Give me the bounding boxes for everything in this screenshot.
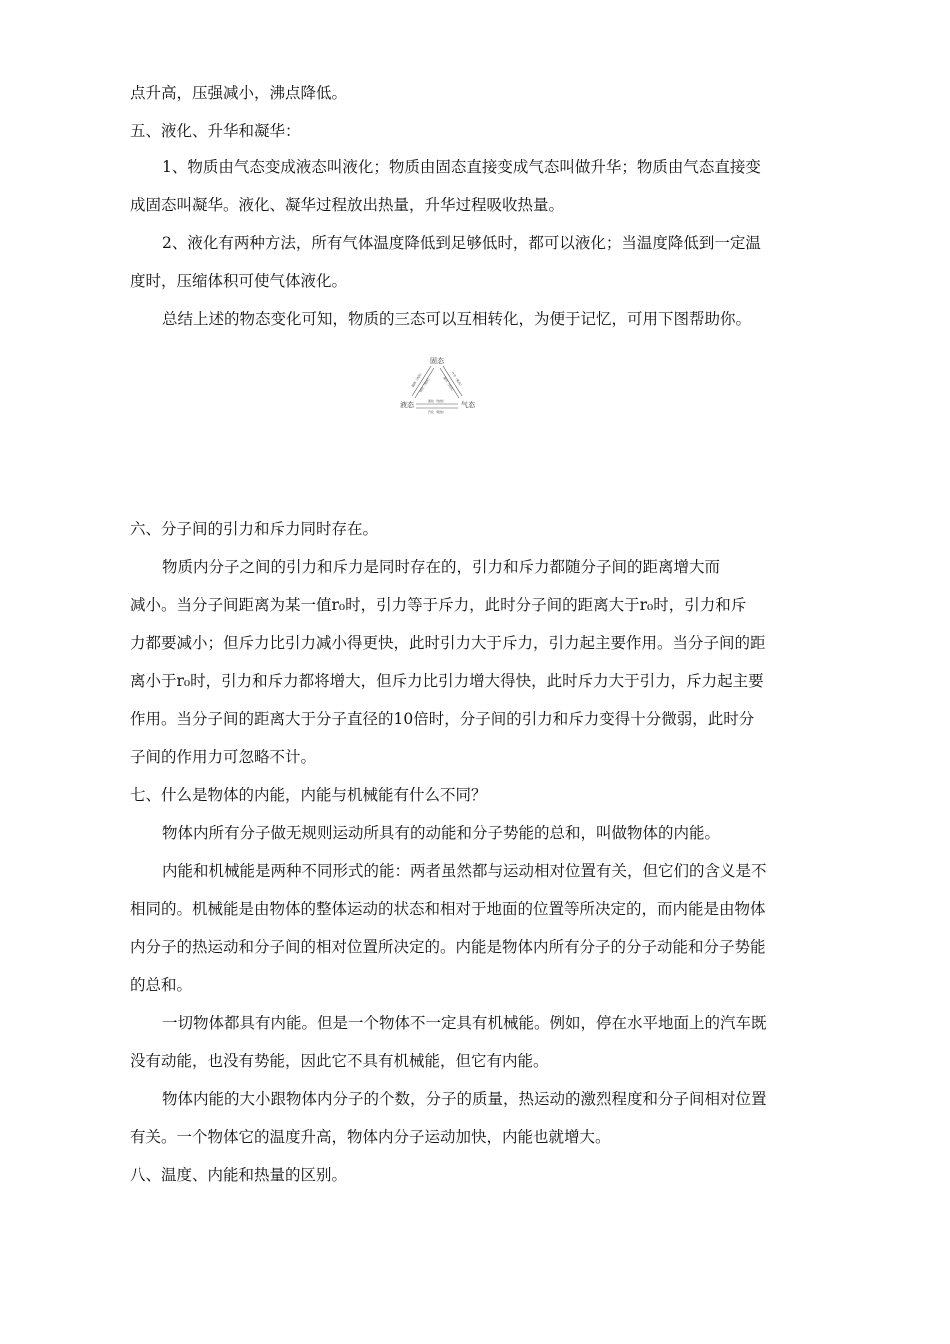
text-line: 减小。当分子间距离为某一值r₀时，引力等于斥力，此时分子间的距离大于r₀时，引力和斥 xyxy=(130,596,747,614)
text-line: 力都要减小；但斥力比引力减小得更快，此时引力大于斥力，引力起主要作用。当分子间的距 xyxy=(130,634,766,652)
liquefaction-label: 液化（放热） xyxy=(427,399,447,403)
freezing-label: 凝固（放热） xyxy=(410,370,424,389)
text-line: 没有动能，也没有势能，因此它不具有机械能，但它有内能。 xyxy=(130,1052,549,1070)
section-heading-7: 七、什么是物体的内能，内能与机械能有什么不同？ xyxy=(130,786,487,804)
text-line: 离小于r₀时，引力和斥力都将增大，但斥力比引力增大得快，此时斥力大于引力，斥力起主要 xyxy=(130,672,764,690)
state-liquid-label: 液态 xyxy=(400,401,414,409)
vaporization-label: 汽化（吸热） xyxy=(427,410,447,414)
state-gas-label: 气态 xyxy=(461,401,475,409)
text-line: 点升高，压强减小，沸点降低。 xyxy=(130,84,348,102)
deposition-label: 凝华（放热） xyxy=(442,375,456,394)
section-heading-5: 五、液化、升华和凝华： xyxy=(130,122,301,140)
sublimation-label: 升华（吸热） xyxy=(450,370,464,389)
text-line: 1、物质由气态变成液态叫液化；物质由固态直接变成气态叫做升华；物质由气态直接变 xyxy=(162,158,761,176)
melting-label: 熔化（吸热） xyxy=(418,375,432,394)
text-line: 一切物体都具有内能。但是一个物体不一定具有机械能。例如，停在水平地面上的汽车既 xyxy=(162,1014,767,1032)
section-heading-8: 八、温度、内能和热量的区别。 xyxy=(130,1166,348,1184)
text-line: 2、液化有两种方法，所有气体温度降低到足够低时，都可以液化；当温度降低到一定温 xyxy=(162,234,761,252)
phase-change-diagram xyxy=(398,352,476,414)
text-line: 有关。一个物体它的温度升高，物体内分子运动加快，内能也就增大。 xyxy=(130,1128,611,1146)
text-line: 总结上述的物态变化可知，物质的三态可以互相转化，为便于记忆，可用下图帮助你。 xyxy=(162,310,752,328)
text-line: 物体内能的大小跟物体内分子的个数，分子的质量，热运动的激烈程度和分子间相对位置 xyxy=(162,1090,767,1108)
text-line: 内分子的热运动和分子间的相对位置所决定的。内能是物体内所有分子的分子动能和分子势能 xyxy=(130,938,766,956)
text-line: 作用。当分子间的距离大于分子直径的10倍时，分子间的引力和斥力变得十分微弱，此时分 xyxy=(130,710,755,728)
text-line: 物质内分子之间的引力和斥力是同时存在的，引力和斥力都随分子间的距离增大而 xyxy=(162,558,721,576)
text-line: 成固态叫凝华。液化、凝华过程放出热量，升华过程吸收热量。 xyxy=(130,196,565,214)
text-line: 物体内所有分子做无规则运动所具有的动能和分子势能的总和，叫做物体的内能。 xyxy=(162,824,721,842)
section-heading-6: 六、分子间的引力和斥力同时存在。 xyxy=(130,520,379,538)
text-line: 内能和机械能是两种不同形式的能：两者虽然都与运动相对位置有关，但它们的含义是不 xyxy=(162,862,767,880)
text-line: 相同的。机械能是由物体的整体运动的状态和相对于地面的位置等所决定的，而内能是由物体 xyxy=(130,900,766,918)
state-solid-label: 固态 xyxy=(430,357,444,365)
text-line: 子间的作用力可忽略不计。 xyxy=(130,748,317,766)
text-line: 度时，压缩体积可使气体液化。 xyxy=(130,272,348,290)
text-line: 的总和。 xyxy=(130,976,193,994)
